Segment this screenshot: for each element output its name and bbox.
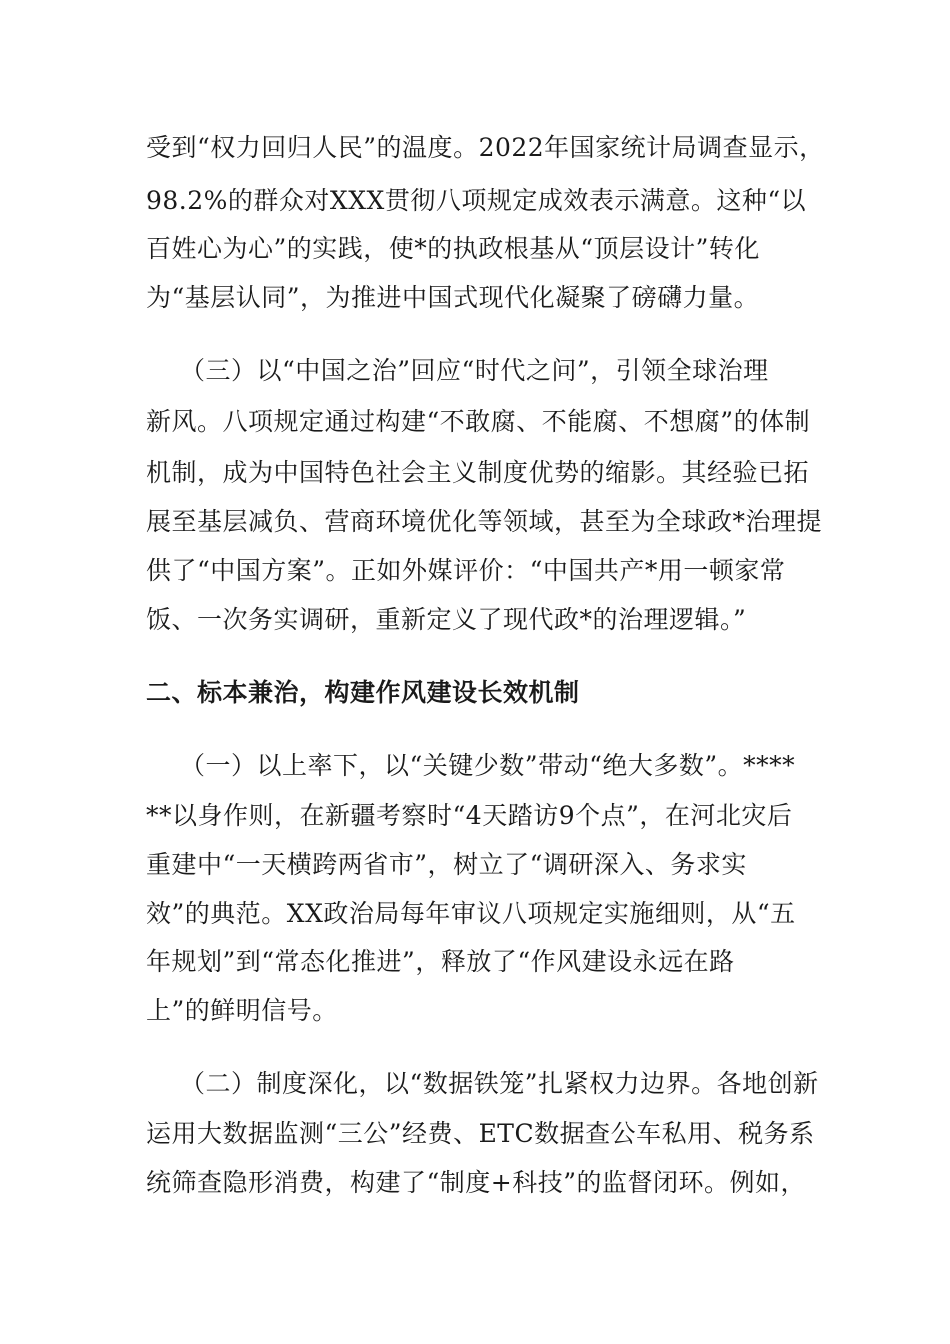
- text-line: 效”的典范。XX政治局每年审议八项规定实施细则，从“五: [146, 899, 796, 928]
- text-line: （二）制度深化，以“数据铁笼”扎紧权力边界。各地创新: [180, 1069, 819, 1098]
- text-line: 统筛查隐形消费，构建了“制度+科技”的监督闭环。例如，: [146, 1168, 807, 1197]
- text-line: 展至基层减负、营商环境优化等领域，甚至为全球政*治理提: [146, 507, 823, 536]
- text-line: 运用大数据监测“三公”经费、ETC数据查公车私用、税务系: [146, 1119, 815, 1148]
- text-line: 上”的鲜明信号。: [146, 996, 338, 1025]
- text-line: 为“基层认同”，为推进中国式现代化凝聚了磅礴力量。: [146, 283, 760, 312]
- section-heading: 二、标本兼治，构建作风建设长效机制: [146, 678, 580, 707]
- text-line: 百姓心为心”的实践，使*的执政根基从“顶层设计”转化: [146, 234, 760, 263]
- text-line: （一）以上率下，以“关键少数”带动“绝大多数”。****: [180, 751, 796, 780]
- text-line: **以身作则，在新疆考察时“4天踏访9个点”，在河北灾后: [146, 801, 793, 830]
- text-line: 98.2%的群众对XXX贯彻八项规定成效表示满意。这种“以: [146, 186, 807, 215]
- text-line: 新风。八项规定通过构建“不敢腐、不能腐、不想腐”的体制: [146, 407, 811, 436]
- text-line: 机制，成为中国特色社会主义制度优势的缩影。其经验已拓: [146, 458, 810, 487]
- text-line: 受到“权力回归人民”的温度。2022年国家统计局调查显示，: [146, 133, 825, 162]
- text-line: 饭、一次务实调研，重新定义了现代政*的治理逻辑。”: [146, 605, 747, 634]
- text-line: 重建中“一天横跨两省市”，树立了“调研深入、务求实: [146, 850, 747, 879]
- text-line: 供了“中国方案”。正如外媒评价：“中国共产*用一顿家常: [146, 556, 786, 585]
- text-line: （三）以“中国之治”回应“时代之问”，引领全球治理: [180, 356, 769, 385]
- text-line: 年规划”到“常态化推进”，释放了“作风建设永远在路: [146, 947, 735, 976]
